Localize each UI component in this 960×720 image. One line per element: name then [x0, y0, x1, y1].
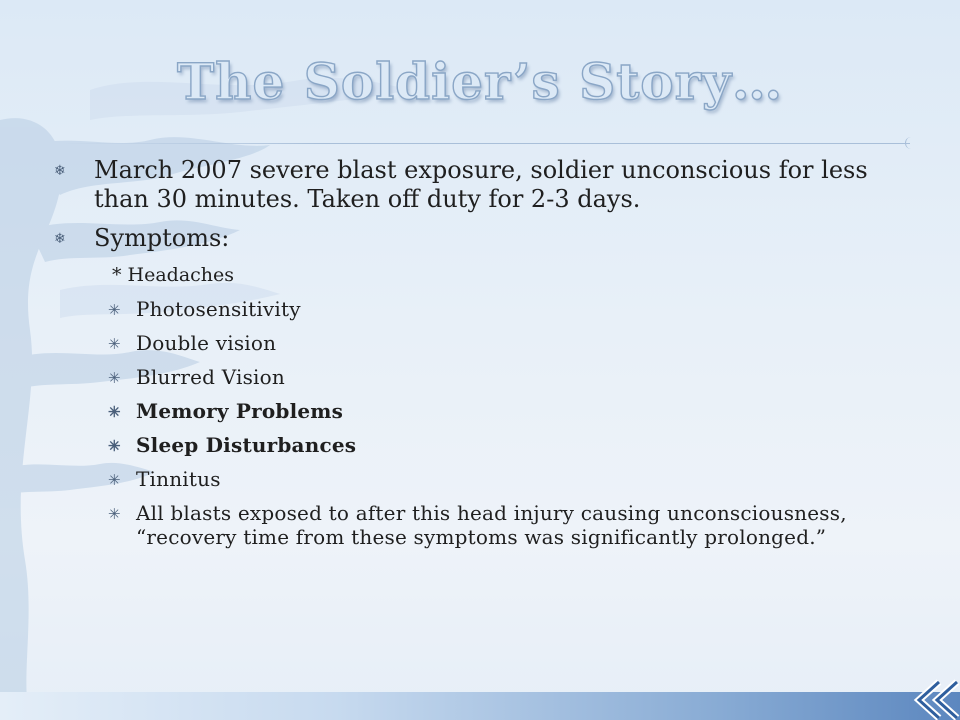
- symptom-headaches: * Headaches: [112, 264, 235, 286]
- symptom-item: [50, 399, 910, 423]
- symptom-text: Blurred Vision: [136, 365, 285, 389]
- symptom-item: [50, 365, 910, 389]
- symptom-text: All blasts exposed to after this head injury causing unconsciousness, “recovery time from these symptoms was significantly prolonged.”: [136, 501, 847, 549]
- symptom-text: Tinnitus: [136, 467, 221, 491]
- footer-gradient-bar: [0, 692, 960, 720]
- slide-body: [50, 156, 910, 559]
- asterisk-icon: ✳: [108, 335, 121, 353]
- asterisk-icon: ✳: [108, 403, 121, 421]
- symptom-text: Sleep Disturbances: [136, 433, 357, 457]
- snowflake-icon: ❄: [54, 163, 66, 179]
- symptom-item: [50, 501, 910, 549]
- bullet-incident: [50, 156, 910, 214]
- double-chevron-icon: [895, 678, 960, 720]
- symptom-item: [50, 433, 910, 457]
- slide-title: The Soldier’s Story…: [176, 52, 784, 111]
- symptom-text: Double vision: [136, 331, 277, 355]
- asterisk-icon: ✳: [108, 301, 121, 319]
- symptom-item: [50, 331, 910, 355]
- asterisk-icon: ✳: [108, 505, 121, 523]
- symptom-text: Memory Problems: [136, 399, 344, 423]
- asterisk-icon: ✳: [108, 437, 121, 455]
- symptom-item: [50, 297, 910, 321]
- snowflake-icon: ❄: [54, 231, 66, 247]
- bullet-text: March 2007 severe blast exposure, soldier unconscious for less than 30 minutes. Taken off duty for 2-3 days.: [94, 156, 868, 213]
- bullet-symptoms-heading: [50, 224, 910, 253]
- symptom-item: [50, 467, 910, 491]
- asterisk-icon: ✳: [108, 369, 121, 387]
- asterisk-icon: ✳: [108, 471, 121, 489]
- title-divider-end: [905, 137, 914, 149]
- symptom-text: Photosensitivity: [136, 297, 301, 321]
- bullet-text: Symptoms:: [94, 224, 230, 252]
- title-divider: [60, 143, 910, 144]
